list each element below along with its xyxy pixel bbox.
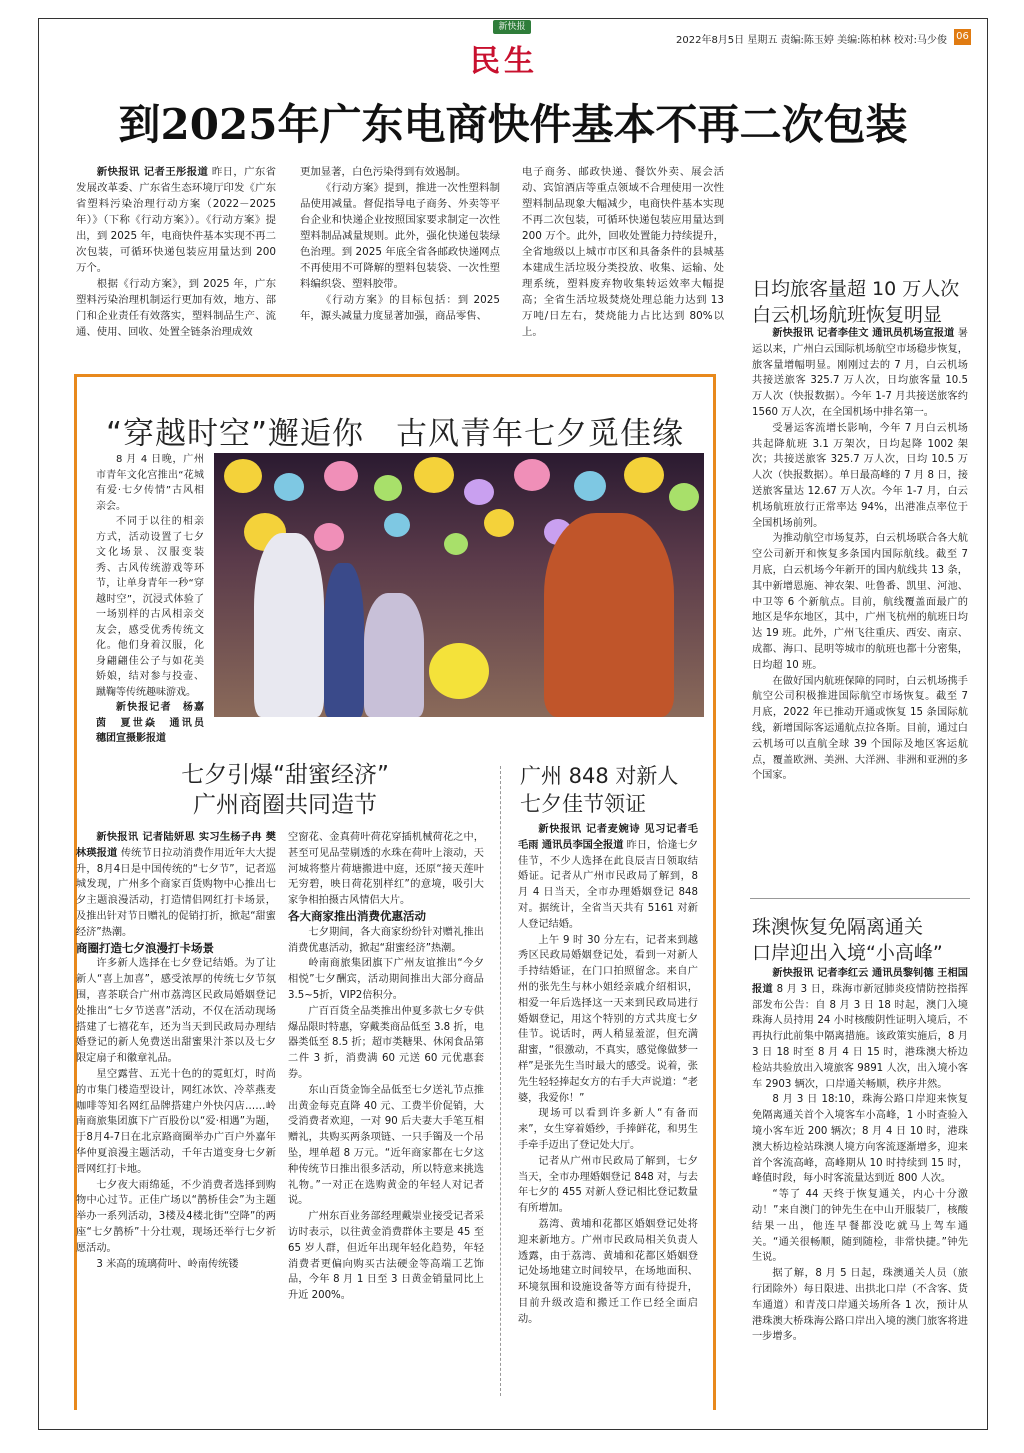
marriage-story-title [520,762,710,818]
economy-subhead: 商圈打造七夕浪漫打卡场景 [76,940,214,955]
feature-paragraph: 8 月 4 日晚，广州市青年文化宫推出“花城有爱·七夕传情”古风相亲会。 [96,454,204,512]
marriage-byline: 新快报讯 记者麦婉诗 见习记者毛毛雨 通讯员李国全报道 [518,824,698,851]
airport-text: 在做好国内航班保障的同时，白云机场携手航空公司积极推进国际航空市场恢复。截至 7 月底，2022 年已推动开通或恢复 15 条国际航线，新增国际客运通航点拉各斯。目前，通过白云机场可以直航全球 39 个国际及地区客运航点，覆盖欧洲、美洲、大洋洲、非洲和亚洲的多个国家。 [752,675,968,782]
lantern-shape [464,479,494,505]
marriage-title-line2: 七夕佳节领证 [520,792,646,816]
lead-story-text: 电子商务、邮政快递、餐饮外卖、展会活动、宾馆酒店等重点领域不合理使用一次性塑料制品现象大幅减少，电商快件基本实现不再二次包装，可循环快递包装应用量达到 200 万个。此外，回收处置能力持续提升，全省地级以上城市市区和具备条件的县城基本建成生活垃圾分类投放、收集、运输、处理系统，塑料废弃物收集转运效率大幅提高；全省生活垃圾焚烧处理总能力达到 13 万吨/日左右，焚烧能力占比达到 80%以上。 [522,166,724,338]
lead-story-col3 [522,164,724,340]
section-title: 民生 [470,44,538,79]
person-figure [364,593,424,717]
economy-col1 [76,830,276,1272]
section-divider [750,898,970,899]
economy-title-line2: 广州商圈共同造节 [193,792,377,818]
lead-story-col1 [76,164,276,340]
feature-paragraph: 不同于以往的相亲方式，活动设置了七夕文化场景、汉服变装秀、古风传统游戏等环节，让单身青年一秒“穿越时空”，沉浸式体验了一场别样的古风相亲交友会，感受优秀传统文化。他们身着汉服，化身翩翩佳公子与如花美娇娘，结对参与投壶、蹴鞠等传统趣味游戏。 [96,516,204,698]
economy-text: 空窗花、金真荷叶荷花穿插机械荷花之中，甚至可见品莹剔透的水珠在荷叶上滚动，天河城将整片荷塘搬进中庭，还原“接天莲叶无穷碧，映日荷花别样红”的意境，吸引大家争相拍摄古风情侣大片。 [288,832,484,907]
economy-text: 东山百货金饰全品低至七夕送礼节点推出黄金每克直降 40 元、工费半价促销，大受消费者欢迎，一对 90 后夫妻大手笔互相赠礼，共购买两条项链、一只手镯及一个吊坠，埋单超 8 万元。“近年商家都在七夕这种传统节日推出很多活动，所以特意来挑选礼物。”一对正在选购黄金的年轻人对记者说。 [288,1084,484,1207]
lead-story-text: 更加显著，白色污染得到有效遏制。 [300,166,467,178]
qixi-photo [214,453,704,717]
marriage-text: 昨日，恰逢七夕佳节，不少人选择在此良辰吉日领取结婚证。记者从广州市民政局了解到，8 月 4 日当天，全市办理婚姻登记 848 对。据统计，全省当天共有 5161 对新人登记结婚。 [518,839,698,930]
lantern-shape [514,459,550,491]
marriage-text: 记者从广州市民政局了解到，七夕当天，全市办理婚姻登记 848 对，与去年七夕的 455 对新人登记相比登记数量有所增加。 [518,1155,698,1215]
economy-text: 岭南商旅集团旗下广州友谊推出“今夕相悦”七夕酬宾，活动期间推出大部分商品 3.5~5折，VIP2倍积分。 [288,958,484,1001]
lantern-shape [314,523,344,551]
lead-story-byline: 新快报讯 记者王彤报道 [96,166,209,178]
page-number: 06 [954,29,971,45]
border-text: 8 月 3 日，珠海市新冠肺炎疫情防控指挥部发布公告：自 8 月 3 日 18 时起，澳门入境珠海人员持用 24 小时核酸阴性证明入境后，不再执行此前集中隔离措施。该政策实施后，8 月 3 日 18 时至 8 月 4 日 15 时，港珠澳大桥边检站共验放出入境旅客 9891 人次，出入境小客车 2903 辆次，口岸通关畅顺，秩序井然。 [752,983,968,1090]
lead-story-text: 《行动方案》的目标包括：到 2025 年，源头减量力度显著加强，商品零售、 [300,294,500,322]
border-byline: 新快报讯 记者李红云 通讯员黎钊德 王相国报道 [752,968,968,995]
lantern-shape [324,461,358,491]
economy-title-line1: 七夕引爆“甜蜜经济” [181,762,389,788]
lantern-shape [224,459,262,493]
person-figure [544,513,674,717]
economy-text: 广州东百业务部经理戴崇业接受记者采访时表示，以往黄金消费群体主要是 45 至 65 岁人群，但近年出现年轻化趋势，年轻消费者更偏向购买古法硬金等高端工艺饰品，今年 8 月 1 日至 3 日黄金销量同比上升近 200%。 [288,1211,484,1302]
economy-text: 传统节日拉动消费作用近年大大提升，8月4日是中国传统的“七夕节”，记者巡城发现，广州多个商家百货购物中心推出七夕主题浪漫活动，打造情侣网红打卡场景，及推出针对节日赠礼的促销打折，掀起“甜蜜经济”热潮。 [76,847,276,938]
lantern-shape [669,483,699,511]
column-divider [500,766,501,1396]
lead-story-text: 昨日，广东省发展改革委、广东省生态环境厅印发《广东省塑料污染治理行动方案（2022－2025 年）》（下称《行动方案》）。《行动方案》提出，到 2025 年，电商快件基本实现不再二次包装，可循环快递包装应用量达到 200 万个。 [76,166,276,274]
border-text: 据了解，8 月 5 日起，珠澳通关人员（旅行团除外）每日限进、出拱北口岸（不含客、货车通道）和青茂口岸通关场所各 1 次，预计从港珠澳大桥珠海公路口岸出入境的澳门旅客将进一步增多。 [752,1268,968,1343]
border-title-line1: 珠澳恢复免隔离通关 [752,916,924,938]
feature-title: “穿越时空”邂逅你 古风青年七夕觅佳缘 [105,416,685,452]
person-figure [254,533,324,717]
lantern-shape [484,509,514,537]
issue-meta: 2022年8月5日 星期五 责编:陈玉婷 美编:陈柏林 校对:马少俊 [676,35,947,46]
economy-text: 七夕夜大雨绵延，不少消费者选择到购物中心过节。正佳广场以“鹊桥佳会”为主题举办一系列活动，3楼及4楼北街“空降”的两座“七夕鹊桥”十分壮观，现场还举行七夕祈愿活动。 [76,1179,276,1254]
border-story-title [752,914,972,966]
economy-text: 七夕期间，各大商家纷纷针对赠礼推出消费优惠活动，掀起“甜蜜经济”热潮。 [288,926,484,954]
airport-title-line1: 日均旅客量超 10 万人次 [752,278,960,300]
airport-text: 受暑运客流增长影响，今年 7 月白云机场共起降航班 3.1 万架次，日均起降 1002 架次；共接送旅客 325.7 万人次，日均 10.5 万人次（快报数据）。单日最高峰的 7 月 8 日，接送旅客量达 12.67 万人次。今年 1-7 月，白云机场航班放行正常率达 94%，出港准点率位于全国机场前列。 [752,422,968,529]
lead-story-text: 《行动方案》提到，推进一次性塑料制品使用减量。督促指导电子商务、外卖等平台企业和快递企业按照国家要求制定一次性塑料制品减量规则。此外，强化快递包装绿色治理。到 2025 年底全省各邮政快递网点不再使用不可降解的塑料包装袋、一次性塑料编织袋、塑料胶带。 [300,182,500,290]
economy-byline: 新快报讯 记者陆妍思 实习生杨子冉 樊林瑛报道 [76,832,276,859]
marriage-col [518,822,698,1328]
economy-subhead: 各大商家推出消费优惠活动 [288,908,426,923]
lead-story-col2 [300,164,500,324]
airport-text: 为推动航空市场复苏，白云机场联合各大航空公司新开和恢复多条国内国际航线。截至 7 月底，白云机场今年新开的国内航线共 13 条，其中新增恩施、神农架、吐鲁番、凯里、河池、中卫等 6 个新航点。目前，航线覆盖面最广的地区是华东地区，其中，广州飞杭州的航班日均达 19 班。此外，广州飞往重庆、西安、南京、成都、海口、昆明等城市的航班也都十分密集，日均超 10 班。 [752,533,968,671]
marriage-title-line1: 广州 848 对新人 [520,764,679,788]
lead-story-text: 根据《行动方案》，到 2025 年，广东塑料污染治理机制运行更加有效，地方、部门和企业责任有效落实，塑料制品生产、流通、使用、回收、处置全链条治理成效 [76,278,276,338]
feature-byline: 新快报记者 杨嘉茵 夏世焱 通讯员 穗团宣摄影报道 [96,702,214,744]
lantern-shape [414,457,454,493]
economy-text: 许多新人选择在七夕登记结婚。为了让新人“喜上加喜”，感受浓厚的传统七夕节氛围，喜茶联合广州市荔湾区民政局婚姻登记处推出“七夕节送喜”活动，不仅在活动现场搭建了七禧花车，还为当天到民政局办理结婚登记的新人免费送出甜蜜果汁茶以及七夕限定扇子和徽章礼品。 [76,958,276,1065]
lantern-shape [444,533,468,555]
airport-text: 暑运以来，广州白云国际机场航空市场稳步恢复，旅客量增幅明显。刚刚过去的 7 月，白云机场共接送旅客 325.7 万人次，日均旅客量 10.5 万人次（快报数据）。今年 1-7 月共接送旅客约 1560 万人次，在全国机场中排名第一。 [752,328,968,418]
airport-title-line2: 白云机场航班恢复明显 [752,304,943,326]
marriage-text: 现场可以看到许多新人“有备而来”，女生穿着婚纱，手捧鲜花，和男生手牵手迈出了登记处大厅。 [518,1108,698,1151]
border-title-line2: 口岸迎出入境“小高峰” [752,942,943,964]
airport-byline: 新快报讯 记者李佳文 通讯员机场宣报道 [772,328,955,339]
economy-text: 星空露营、五光十色的的霓虹灯，时尚的市集门楼造型设计，网红冰饮、冷萃燕麦咖啡等知名网红品牌搭建户外快闪店……岭南商旅集团旗下广百股份以“爱·相遇”为题，于8月4-7日在北京路商圈举办广百户外嘉年华仲夏浪漫主题活动，千年古道变身七夕新晋网红打卡地。 [76,1068,276,1175]
border-text: 8 月 3 日 18:10，珠海公路口岸迎来恢复免隔离通关首个入境客车小高峰，1 小时查验入境小客车近 200 辆次；8 月 4 日 10 时，港珠澳大桥边检站珠澳人境方向客流逐渐增多，迎来首个客流高峰，高峰期从 10 时持续到 15 时，峰值时段，每小时客流量达到近 800 人次。 [752,1094,968,1185]
lantern-shape [624,457,664,493]
border-text: “等了 44 天终于恢复通关，内心十分激动！”来自澳门的钟先生在中山开服装厂，核酸结果一出，他连早餐都没吃就马上驾车通关。“通关很畅顺，随到随检，非常快捷。”钟先生说。 [752,1189,968,1264]
lantern-shape [374,475,402,501]
marriage-text: 上午 9 时 30 分左右，记者来到越秀区民政局婚姻登记处，看到一对新人手持结婚证，在门口拍照留念。来自广州的张先生与林小姐经亲戚介绍相识，相爱一年后选择这一天来到民政局进行婚姻登记，用这个特别的方式共度七夕佳节。说话时，两人稍显羞涩，但充满甜蜜，“很激动，不真实，感觉像做梦一样”是张先生当时最大的感受。说着，张先生轻轻捧起女方的右手大声说道：“老婆，我爱你！” [518,934,698,1104]
airport-story-title [752,276,972,328]
economy-text: 3 米高的琉璃荷叶、岭南传统镂 [96,1258,239,1270]
lantern-shape [274,473,304,501]
newspaper-badge: 新快报 [493,20,531,34]
airport-col [752,326,968,784]
lantern-shape [574,471,606,501]
main-headline: 到2025年广东电商快件基本不再二次包装 [118,100,908,149]
economy-col2 [288,830,484,1304]
economy-text: 广百百货全品类推出仲夏多款七夕专供爆品限时特惠，穿戴类商品低至 3.8 折，电器类低至 8.5 折；超市类糖果、休闲食品第二件 3 折，消费满 60 元送 60 元优惠套券。 [288,1005,484,1080]
person-figure [324,563,364,717]
border-col [752,966,968,1345]
economy-story-title [100,760,470,820]
lantern-shape [429,643,489,699]
feature-text [96,452,214,747]
marriage-text: 荔湾、黄埔和花都区婚姻登记处将迎来新地方。广州市民政局相关负责人透露，由于荔湾、黄埔和花都区婚姻登记处场地建立时间较早，在场地面积、环境氛围和设施设备等方面有待提升，目前升级改造和搬迁工作已经全面启动。 [518,1218,698,1325]
lantern-shape [384,513,410,537]
